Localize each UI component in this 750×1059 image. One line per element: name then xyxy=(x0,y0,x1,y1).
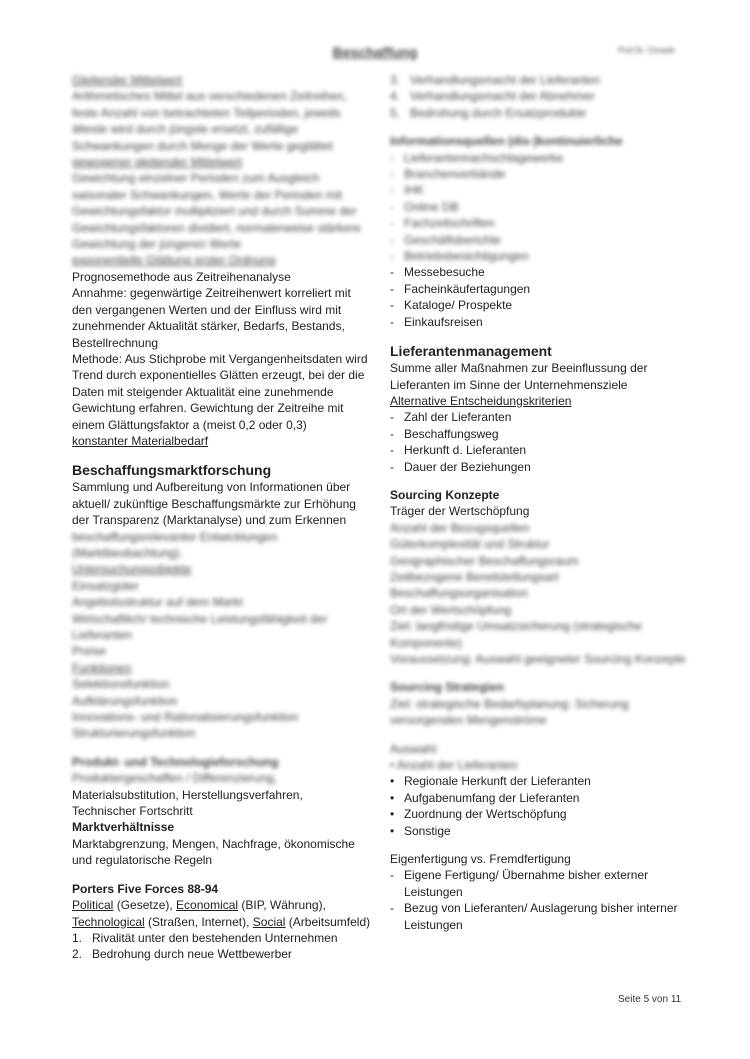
criteria-item xyxy=(390,409,680,425)
text-line: Auswahl: xyxy=(390,741,439,756)
text-line: Lieferanten xyxy=(72,628,133,642)
list-text: Messebesuche xyxy=(404,265,485,280)
selection-item xyxy=(390,773,680,789)
text-line: älteste wird durch jüngste ersetzt, zufällige xyxy=(72,122,299,137)
text-line: Produktergeschaffen / Differenzierung, xyxy=(72,771,278,786)
product-research-heading xyxy=(72,754,372,787)
source-item xyxy=(390,264,680,280)
list-text: Dauer der Beziehungen xyxy=(404,459,531,474)
list-text: Eigene Fertigung/ Übernahme bisher externer Leistungen xyxy=(404,868,649,899)
text-line: Angebotsstruktur auf dem Markt xyxy=(72,595,243,610)
list-text: IHK xyxy=(404,183,425,198)
list-text: Online DB xyxy=(404,199,459,214)
make-or-buy-item xyxy=(390,867,680,900)
list-text: Facheinkäufertagungen xyxy=(404,281,531,296)
list-text: Fachzeitschriften xyxy=(404,216,495,231)
social-label: Social xyxy=(252,914,286,929)
text-line: Träger der Wertschöpfung xyxy=(390,504,530,519)
exponential-smoothing-section xyxy=(72,269,372,449)
text-line: gewogener gleitender Mittelwert xyxy=(72,155,243,170)
social-detail: (Arbeitsumfeld) xyxy=(285,914,371,929)
porter-heading: Porters Five Forces 88-94 xyxy=(72,881,219,896)
text-line: Einsatzgüter xyxy=(72,578,139,593)
source-item xyxy=(390,199,680,215)
make-or-buy-item xyxy=(390,900,680,933)
list-text: Branchenverbände xyxy=(404,167,506,182)
force-item xyxy=(72,930,372,946)
text-line: Wirtschaftlich/ technische Leistungsfähigkeit der xyxy=(72,611,328,626)
sourcing-concepts-heading: Sourcing Konzepte xyxy=(390,487,500,502)
dash-marker: - xyxy=(390,265,394,280)
text-line: Komponente) xyxy=(390,635,463,650)
source-item xyxy=(390,182,680,198)
source-item xyxy=(390,314,680,330)
text-line: versorgenden Mengenströme xyxy=(390,713,547,728)
list-text: Rivalität unter den bestehenden Unternehmen xyxy=(92,930,338,945)
constant-demand-label: konstanter Materialbedarf xyxy=(72,433,209,448)
moving-average-section xyxy=(72,72,372,269)
make-or-buy-heading: Eigenfertigung vs. Fremdfertigung xyxy=(390,852,571,867)
text-line: Funktionen xyxy=(72,660,132,675)
dash-marker: - xyxy=(390,167,394,182)
dash-marker: - xyxy=(390,459,394,474)
text-line: Preise xyxy=(72,644,107,659)
source-item xyxy=(390,248,680,264)
text-line: und regulatorische Regeln xyxy=(72,853,213,868)
market-relations-heading: Marktverhältnisse xyxy=(72,820,175,835)
text-line: Innovations- und Rationalisierungsfunktion xyxy=(72,710,299,725)
text-line: Arithmetisches Mittel aus verschiedenen Zeitreihen, xyxy=(72,89,347,104)
text-line: Summe aller Maßnahmen zur Beeinflussung der xyxy=(390,361,648,376)
information-sources xyxy=(390,133,680,264)
source-item xyxy=(390,281,680,297)
economical-label: Economical xyxy=(176,898,239,913)
text-line: Sammlung und Aufbereitung von Informationen über xyxy=(72,480,351,495)
text-line: Methode: Aus Stichprobe mit Vergangenheitsdaten wird xyxy=(72,351,368,366)
source-item xyxy=(390,150,680,166)
list-number: 5. xyxy=(390,105,401,120)
author-name: Prof Dr. Chrasik xyxy=(618,46,675,55)
dash-marker: - xyxy=(390,314,394,329)
text-line: aktuell/ zukünftige Beschaffungsmärkte zur Erhöhung xyxy=(72,496,356,511)
text-line: Materialsubstitution, Herstellungsverfahren, xyxy=(72,787,303,802)
dash-marker: - xyxy=(390,281,394,296)
text-line: Untersuchungsobjekte xyxy=(72,562,192,577)
technological-detail: (Straßen, Internet), xyxy=(144,914,253,929)
criteria-item xyxy=(390,442,680,458)
list-text: Bedrohung durch neue Wettbewerber xyxy=(92,947,292,962)
pest-line xyxy=(72,914,372,930)
sources-heading: Informationsquellen (dis-)kontinuierliche xyxy=(390,134,623,149)
text-line: Aufklärungsfunktion xyxy=(72,693,178,708)
list-text: Verhandlungsmacht der Abnehmer xyxy=(410,89,595,104)
economical-detail: (BIP, Währung), xyxy=(238,898,326,913)
market-research-heading: Beschaffungsmarktforschung xyxy=(72,462,272,479)
source-item xyxy=(390,232,680,248)
criteria-label: Alternative Entscheidungskriterien xyxy=(390,393,572,408)
text-line: den vergangenen Werten und der Einfluss wird mit xyxy=(72,302,342,317)
technological-label: Technological xyxy=(72,914,145,929)
text-line: Gewichtung der jüngeren Werte xyxy=(72,237,242,252)
political-label: Political xyxy=(72,898,114,913)
market-research-details xyxy=(72,529,372,742)
text-line: Gewichtungsfaktor multipliziert und durch Summe der xyxy=(72,204,357,219)
text-line: einem Glättungsfaktor a (meist 0,2 oder 0,3) xyxy=(72,417,307,432)
list-text: Regionale Herkunft der Lieferanten xyxy=(404,774,591,789)
list-text: Zuordnung der Wertschöpfung xyxy=(404,807,567,822)
text-line: Strukturierungsfunktion xyxy=(72,726,196,741)
text-line: Beschaffungsorganisation xyxy=(390,586,528,601)
dash-marker: - xyxy=(390,216,394,231)
text-line: beschaffungsrelevanter Entwicklungen xyxy=(72,529,278,544)
text-line: Annahme: gegenwärtige Zeitreihenwert korreliert mit xyxy=(72,286,351,301)
dash-marker: - xyxy=(390,410,394,425)
text-line: Bestellrechnung xyxy=(72,335,159,350)
text-line: Produkt- und Technologieforschung xyxy=(72,754,279,769)
text-line: Selektionsfunktion xyxy=(72,677,170,692)
text-line: Daten mit steigender Aktualität eine zunehmende xyxy=(72,384,334,399)
text-line: saisonaler Schwankungen, Werte der Perioden mit xyxy=(72,187,342,202)
dash-marker: - xyxy=(390,298,394,313)
text-line: Gewichtungsfaktoren dividiert, normalerweise stärkere xyxy=(72,220,361,235)
dash-marker: - xyxy=(390,199,394,214)
list-text: Lieferantennachschlagewerke xyxy=(404,150,564,165)
remaining-forces xyxy=(390,72,680,121)
list-text: Zahl der Lieferanten xyxy=(404,410,512,425)
dash-marker: - xyxy=(390,249,394,264)
list-text: Einkaufsreisen xyxy=(404,314,483,329)
source-item xyxy=(390,166,680,182)
criteria-item xyxy=(390,459,680,475)
list-text: Sonstige xyxy=(404,823,451,838)
list-text: Beschaffungsweg xyxy=(404,426,499,441)
text-line: Marktabgrenzung, Mengen, Nachfrage, ökonomische xyxy=(72,836,355,851)
list-text: Aufgabenumfang der Lieferanten xyxy=(404,790,580,805)
text-line: Geographischer Beschaffungsraum xyxy=(390,553,579,568)
selection-intro xyxy=(390,741,680,774)
text-line: Ziel: langfristige Umsatzsicherung (strategische xyxy=(390,619,643,634)
text-line: Güterkomplexität und Struktur xyxy=(390,537,550,552)
page-number: Seite 5 von 11 xyxy=(618,994,682,1005)
force-item xyxy=(390,105,680,121)
text-line: Lieferanten im Sinne der Unternehmensziele xyxy=(390,377,628,392)
list-number: 2. xyxy=(72,947,83,962)
dash-marker: - xyxy=(390,868,394,883)
text-line: Gewichtung erfahren. Gewichtung der Zeitreihe mit xyxy=(72,401,344,416)
source-item xyxy=(390,297,680,313)
text-line: Prognosemethode aus Zeitreihenanalyse xyxy=(72,269,291,284)
dash-marker: - xyxy=(390,183,394,198)
text-line: • Anzahl der Lieferanten xyxy=(390,758,518,773)
text-line: feste Anzahl von betrachteten Teilperioden, jeweils xyxy=(72,105,341,120)
text-line: Schwankungen durch Menge der Werte geglättet xyxy=(72,138,333,153)
dash-marker: - xyxy=(390,443,394,458)
text-line: Sourcing Strategien xyxy=(390,680,505,695)
source-item xyxy=(390,215,680,231)
text-line: zunehmender Aktualität stärker, Bedarfs, Bestands, xyxy=(72,319,345,334)
political-detail: (Gesetze), xyxy=(113,898,177,913)
list-number: 1. xyxy=(72,930,83,945)
page-title: Beschaffung xyxy=(332,44,418,60)
bullet-marker: • xyxy=(390,774,395,789)
right-column xyxy=(390,72,686,933)
sourcing-strategies xyxy=(390,679,680,728)
list-text: Betriebsbesichtigungen xyxy=(404,249,529,264)
dash-marker: - xyxy=(390,150,394,165)
bullet-marker: • xyxy=(390,823,395,838)
text-line: Zeitbezogene Bereitstellungsart xyxy=(390,569,559,584)
list-text: Geschäftsberichte xyxy=(404,232,501,247)
bullet-marker: • xyxy=(390,807,395,822)
list-number: 4. xyxy=(390,89,401,104)
selection-item xyxy=(390,790,680,806)
list-text: Herkunft d. Lieferanten xyxy=(404,443,527,458)
list-number: 3. xyxy=(390,73,401,87)
text-line: Anzahl der Bezugsquellen xyxy=(390,520,530,535)
text-line: Ziel: strategische Bedarfsplanung: Sicherung xyxy=(390,696,629,711)
text-line: Technischer Fortschritt xyxy=(72,804,193,819)
criteria-item xyxy=(390,426,680,442)
selection-item xyxy=(390,823,680,839)
bullet-marker: • xyxy=(390,790,395,805)
list-text: Bedrohung durch Ersatzprodukte xyxy=(410,105,587,120)
supplier-management-heading: Lieferantenmanagement xyxy=(390,343,552,360)
list-text: Kataloge/ Prospekte xyxy=(404,298,513,313)
force-item xyxy=(390,72,680,88)
dash-marker: - xyxy=(390,426,394,441)
left-column xyxy=(72,72,372,963)
text-line: Trend durch exponentielles Glätten erzeugt, bei der die xyxy=(72,368,365,383)
text-line: Gewichtung einzelner Perioden zum Ausgleich xyxy=(72,171,320,186)
list-text: Verhandlungsmacht der Lieferanten xyxy=(410,73,601,87)
text-line: exponentielle Glättung erster Ordnung xyxy=(72,253,276,268)
list-text: Bezug von Lieferanten/ Auslagerung bisher interner Leistungen xyxy=(404,901,678,932)
text-line: Ort der Wertschöpfung xyxy=(390,602,512,617)
dash-marker: - xyxy=(390,901,394,916)
text-line: (Marktbeobachtung). xyxy=(72,545,183,560)
dash-marker: - xyxy=(390,232,394,247)
force-item xyxy=(390,88,680,104)
text-line: der Transparenz (Marktanalyse) und zum Erkennen xyxy=(72,513,347,528)
selection-item xyxy=(390,806,680,822)
sourcing-concepts-details xyxy=(390,520,686,668)
text-line: Voraussetzung: Auswahl geeigneter Sourcing Konzepte xyxy=(390,652,686,666)
text-line: Gleitender Mittelwert xyxy=(72,73,183,87)
pest-line xyxy=(72,897,372,913)
force-item xyxy=(72,946,372,962)
